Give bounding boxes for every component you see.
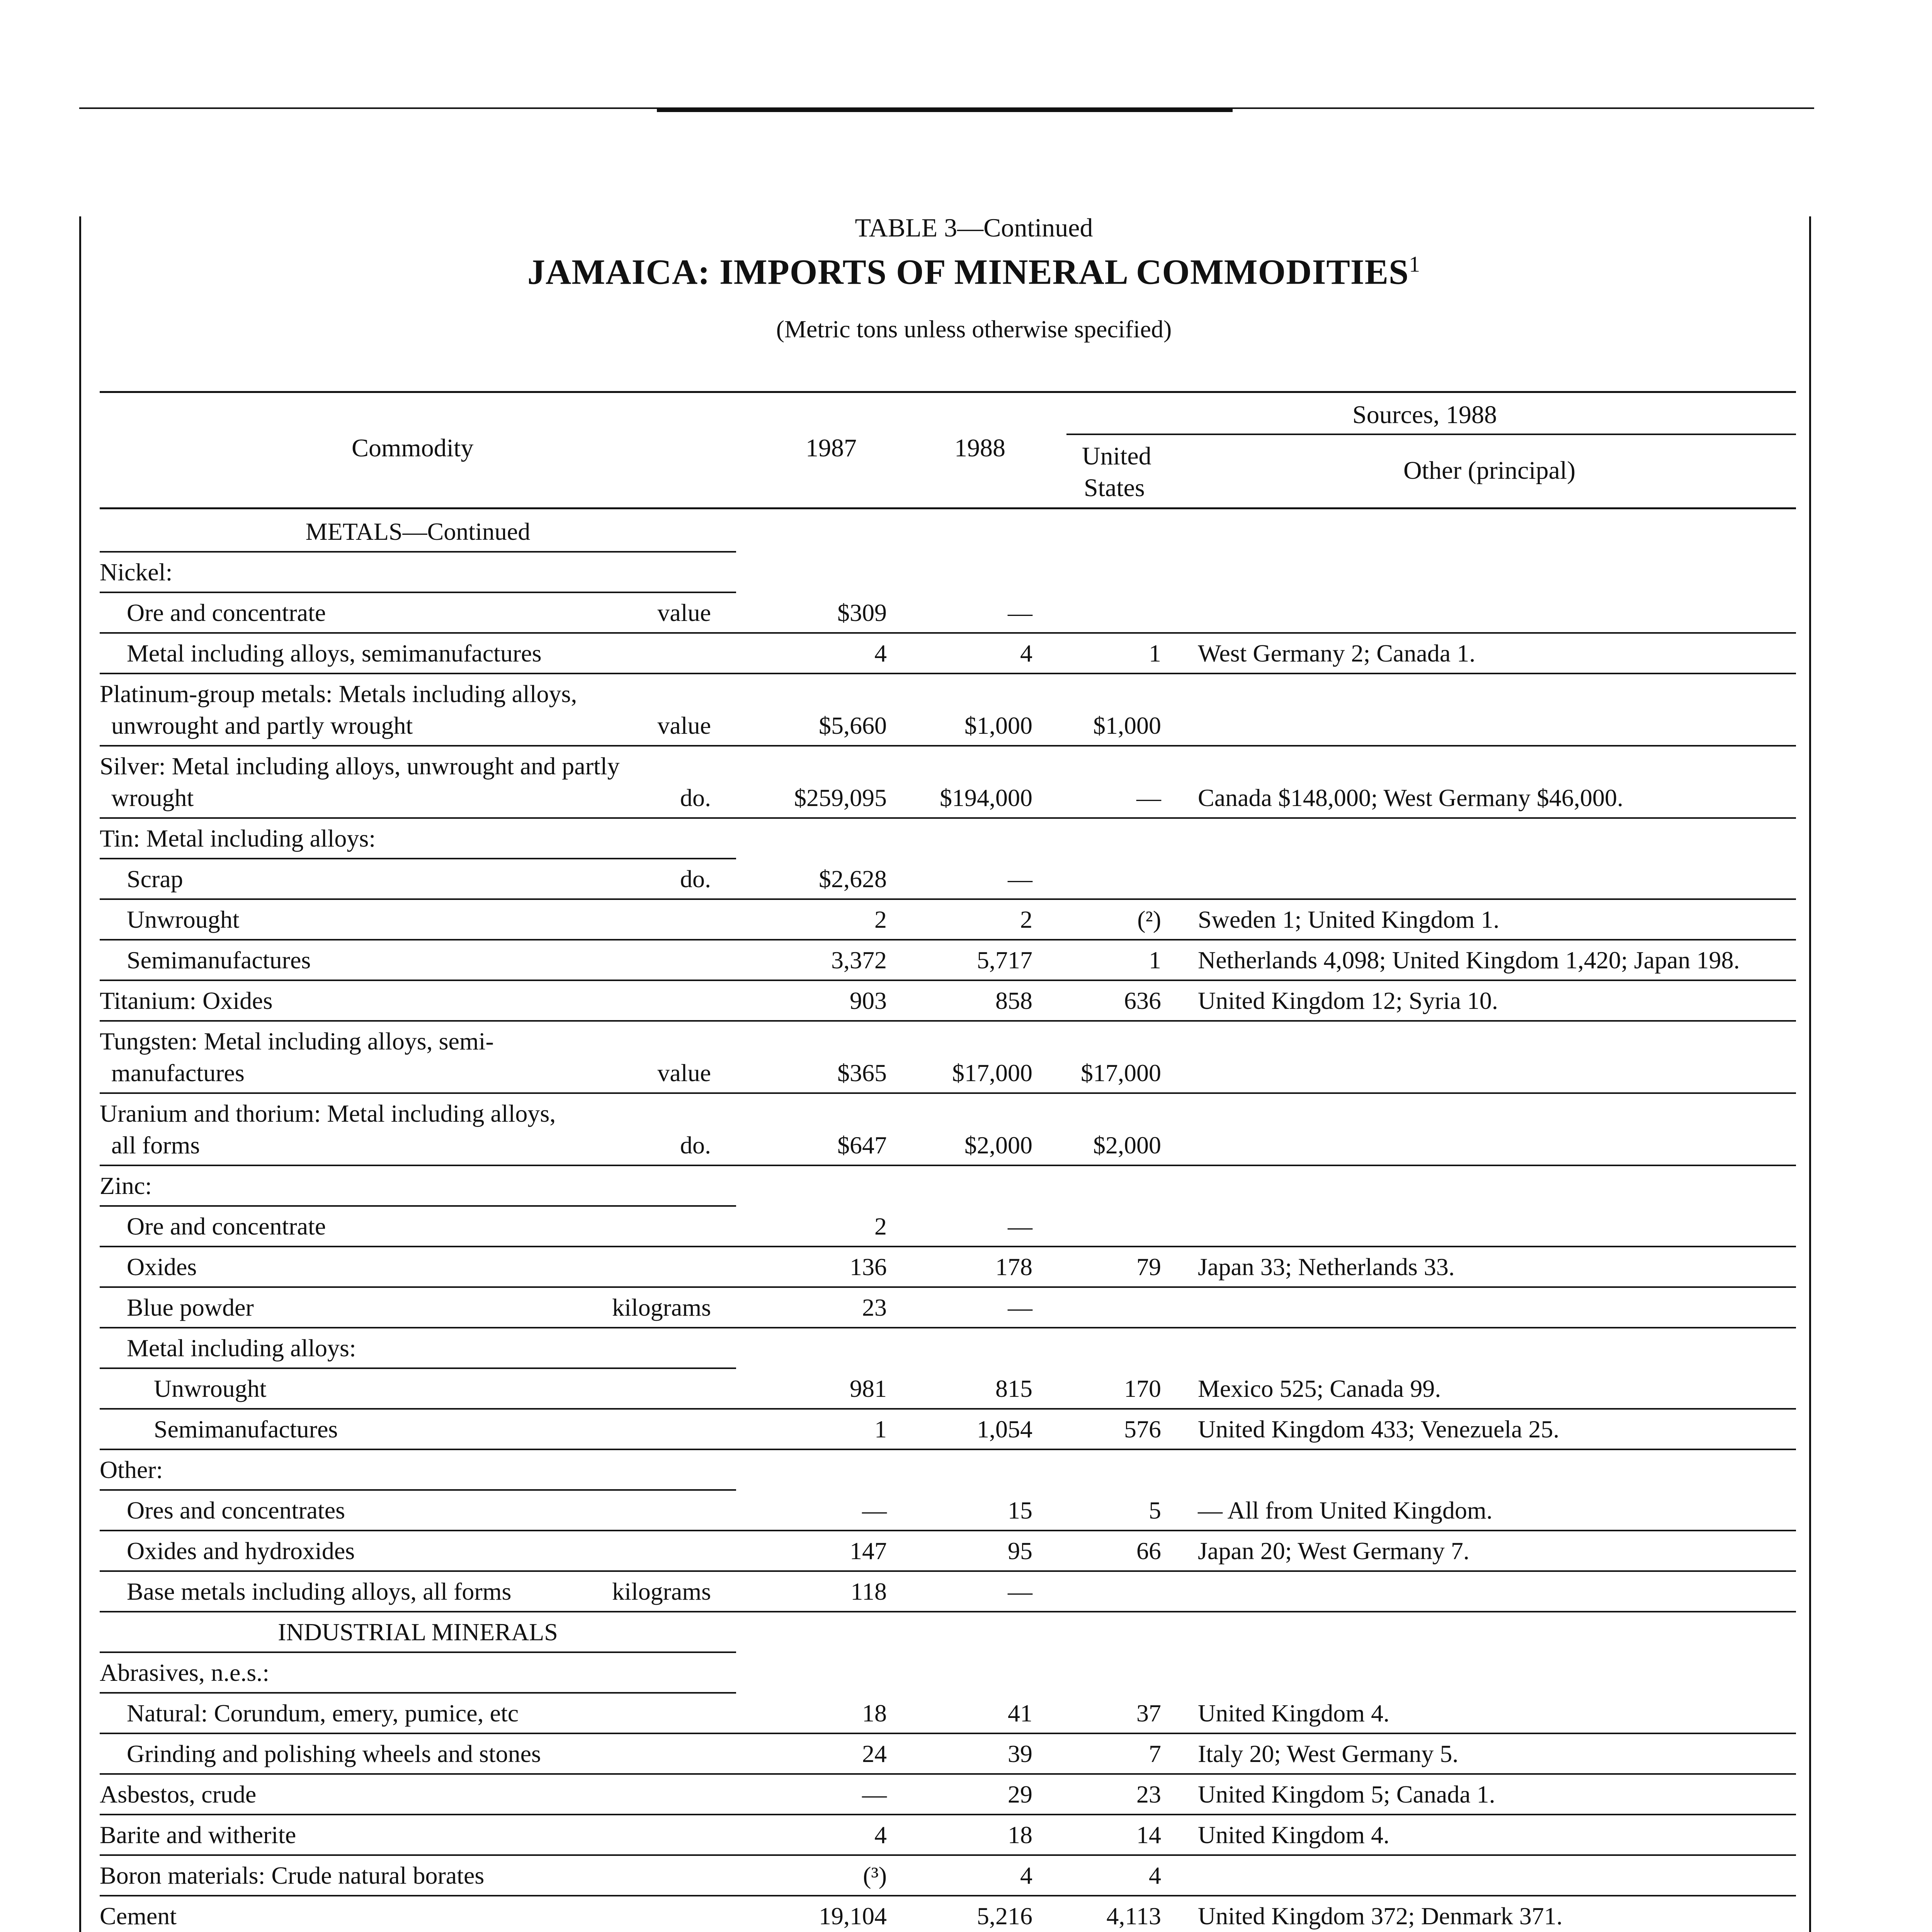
row-divider — [100, 1449, 1796, 1450]
other-principal-sources: United Kingdom 433; Venezuela 25. — [1198, 1415, 1560, 1443]
row-divider — [100, 1733, 1796, 1734]
united-states-source: 1 — [1149, 946, 1161, 974]
row-divider — [100, 1895, 1796, 1896]
united-states-source: (²) — [1137, 906, 1161, 933]
other-principal-sources: Japan 20; West Germany 7. — [1198, 1537, 1469, 1565]
value-1987: $5,660 — [819, 712, 887, 739]
united-states-source: 4 — [1149, 1862, 1161, 1889]
commodity-name: Unwrought — [127, 906, 240, 933]
value-1988: 15 — [1008, 1497, 1032, 1524]
unit-label: value — [657, 1059, 711, 1087]
united-states-source: $1,000 — [1093, 712, 1161, 739]
row-divider — [100, 1814, 1796, 1815]
value-1987: 981 — [850, 1375, 887, 1402]
value-1988: — — [1008, 1578, 1032, 1605]
unit-label: do. — [680, 865, 711, 893]
group-label: Other: — [100, 1456, 163, 1483]
commodity-name: Unwrought — [154, 1375, 267, 1402]
commodity-name: Uranium and thorium: Metal including alloys, — [100, 1100, 556, 1127]
group-label: Abrasives, n.e.s.: — [100, 1659, 270, 1686]
value-1987: — — [862, 1781, 887, 1808]
title-footnote-marker: 1 — [1409, 252, 1421, 277]
united-states-source: $2,000 — [1093, 1131, 1161, 1159]
row-divider — [100, 1020, 1796, 1022]
table-label: TABLE 3—Continued — [855, 213, 1093, 242]
row-divider — [100, 980, 1796, 981]
row-divider — [100, 592, 736, 593]
value-1987: 2 — [874, 1213, 887, 1240]
table-subtitle: (Metric tons unless otherwise specified) — [776, 315, 1172, 343]
row-divider — [100, 1165, 1796, 1166]
sources-underline — [1066, 434, 1796, 435]
row-divider — [100, 1246, 1796, 1247]
header-top-rule — [100, 391, 1796, 393]
unit-label: value — [657, 599, 711, 626]
value-1987: 3,372 — [831, 946, 887, 974]
other-principal-sources: Japan 33; Netherlands 33. — [1198, 1253, 1455, 1281]
value-1988: — — [1008, 599, 1032, 626]
commodity-name: manufactures — [111, 1059, 245, 1087]
value-1988: 5,216 — [977, 1902, 1032, 1930]
value-1988: 4 — [1020, 639, 1032, 667]
commodity-name: wrought — [111, 784, 194, 811]
united-states-source: 576 — [1124, 1415, 1161, 1443]
value-1987: $2,628 — [819, 865, 887, 893]
row-divider — [100, 1773, 1796, 1775]
other-principal-sources: United Kingdom 4. — [1198, 1821, 1389, 1849]
row-divider — [100, 1611, 1796, 1612]
value-1988: 178 — [995, 1253, 1032, 1281]
value-1987: $259,095 — [794, 784, 887, 811]
row-divider — [100, 1327, 1796, 1328]
united-states-source: 37 — [1136, 1699, 1161, 1727]
row-divider — [100, 817, 1796, 819]
commodity-name: Natural: Corundum, emery, pumice, etc — [127, 1699, 519, 1727]
value-1988: 1,054 — [977, 1415, 1032, 1443]
united-states-source: 79 — [1136, 1253, 1161, 1281]
commodity-name: Oxides and hydroxides — [127, 1537, 355, 1565]
other-principal-sources: Italy 20; West Germany 5. — [1198, 1740, 1459, 1767]
value-1988: 39 — [1008, 1740, 1032, 1767]
value-1988: 95 — [1008, 1537, 1032, 1565]
value-1988: 2 — [1020, 906, 1032, 933]
value-1988: — — [1008, 1294, 1032, 1321]
commodity-name: Ores and concentrates — [127, 1497, 345, 1524]
value-1987: 24 — [862, 1740, 887, 1767]
row-divider — [100, 1570, 1796, 1572]
united-states-source: 170 — [1124, 1375, 1161, 1402]
commodity-name: Cement — [100, 1902, 177, 1930]
united-states-source: 4,113 — [1106, 1902, 1161, 1930]
commodity-name: Titanium: Oxides — [100, 987, 273, 1014]
united-states-source: 23 — [1136, 1781, 1161, 1808]
value-1987: 4 — [874, 639, 887, 667]
commodity-name: Base metals including alloys, all forms — [127, 1578, 512, 1605]
row-divider — [100, 898, 1796, 900]
row-divider — [100, 858, 736, 859]
commodity-name: Tungsten: Metal including alloys, semi- — [100, 1027, 494, 1055]
commodity-name: Ore and concentrate — [127, 1213, 326, 1240]
commodity-name: all forms — [111, 1131, 200, 1159]
group-label: Metal including alloys: — [127, 1334, 356, 1362]
left-border — [79, 216, 81, 1932]
value-1988: 41 — [1008, 1699, 1032, 1727]
value-1987: 136 — [850, 1253, 887, 1281]
commodity-name: Platinum-group metals: Metals including alloys, — [100, 680, 577, 707]
row-divider — [100, 1286, 1796, 1288]
united-states-source: 636 — [1124, 987, 1161, 1014]
value-1987: $309 — [837, 599, 887, 626]
other-principal-sources: West Germany 2; Canada 1. — [1198, 639, 1476, 667]
value-1987: (³) — [863, 1862, 887, 1889]
united-states-source: 1 — [1149, 639, 1161, 667]
table-title-text: JAMAICA: IMPORTS OF MINERAL COMMODITIES — [527, 252, 1409, 292]
unit-label: kilograms — [612, 1578, 711, 1605]
right-border — [1809, 216, 1811, 1932]
table-title — [0, 251, 1932, 293]
value-1988: 4 — [1020, 1862, 1032, 1889]
row-divider — [100, 1489, 736, 1491]
row-divider — [100, 673, 1796, 674]
other-principal-sources: United Kingdom 12; Syria 10. — [1198, 987, 1498, 1014]
commodity-header: Commodity — [352, 434, 474, 462]
value-1987: 19,104 — [819, 1902, 887, 1930]
row-divider — [100, 1367, 736, 1369]
sources-header: Sources, 1988 — [1352, 401, 1497, 429]
unit-label: value — [657, 712, 711, 739]
row-divider — [100, 1092, 1796, 1094]
other-principal-sources: — All from United Kingdom. — [1198, 1497, 1493, 1524]
value-1988: 29 — [1008, 1781, 1032, 1808]
row-divider — [100, 1854, 1796, 1856]
commodity-name: Ore and concentrate — [127, 599, 326, 626]
top-rule-thick — [657, 109, 1233, 112]
row-divider — [100, 1530, 1796, 1531]
value-1987: $647 — [837, 1131, 887, 1159]
value-1987: $365 — [837, 1059, 887, 1087]
commodity-name: Barite and witherite — [100, 1821, 296, 1849]
header-bottom-rule — [100, 507, 1796, 509]
row-divider — [100, 1205, 736, 1207]
value-1988: 858 — [995, 987, 1032, 1014]
united-states-source: $17,000 — [1081, 1059, 1161, 1087]
value-1987: — — [862, 1497, 887, 1524]
commodity-name: unwrought and partly wrought — [111, 712, 413, 739]
row-divider — [100, 1408, 1796, 1410]
united-states-source: 66 — [1136, 1537, 1161, 1565]
value-1988: 18 — [1008, 1821, 1032, 1849]
commodity-name: Metal including alloys, semimanufactures — [127, 639, 542, 667]
value-1987: 4 — [874, 1821, 887, 1849]
value-1987: 1 — [874, 1415, 887, 1443]
value-1987: 23 — [862, 1294, 887, 1321]
value-1988: 5,717 — [977, 946, 1032, 974]
year-1987-header: 1987 — [806, 434, 857, 462]
unit-label: kilograms — [612, 1294, 711, 1321]
commodity-name: Semimanufactures — [127, 946, 311, 974]
value-1987: 2 — [874, 906, 887, 933]
row-divider — [100, 632, 1796, 634]
section-heading: METALS—Continued — [305, 518, 531, 545]
commodity-name: Asbestos, crude — [100, 1781, 257, 1808]
commodity-name: Oxides — [127, 1253, 197, 1281]
united-states-header-line2: States — [1084, 474, 1145, 502]
other-principal-sources: Canada $148,000; West Germany $46,000. — [1198, 784, 1624, 811]
row-divider — [100, 1651, 736, 1653]
group-label: Nickel: — [100, 558, 173, 586]
commodity-name: Boron materials: Crude natural borates — [100, 1862, 485, 1889]
united-states-source: 14 — [1136, 1821, 1161, 1849]
value-1988: $194,000 — [940, 784, 1032, 811]
value-1988: — — [1008, 865, 1032, 893]
other-principal-sources: United Kingdom 5; Canada 1. — [1198, 1781, 1495, 1808]
united-states-source: 7 — [1149, 1740, 1161, 1767]
unit-label: do. — [680, 784, 711, 811]
commodity-name: Silver: Metal including alloys, unwrought and partly — [100, 752, 620, 780]
value-1988: $17,000 — [952, 1059, 1032, 1087]
commodity-name: Scrap — [127, 865, 183, 893]
united-states-source: — — [1136, 784, 1161, 811]
value-1988: $1,000 — [964, 712, 1032, 739]
other-principal-sources: Netherlands 4,098; United Kingdom 1,420; Japan 198. — [1198, 946, 1740, 974]
value-1987: 903 — [850, 987, 887, 1014]
value-1988: $2,000 — [964, 1131, 1032, 1159]
row-divider — [100, 1692, 736, 1694]
value-1987: 147 — [850, 1537, 887, 1565]
value-1987: 118 — [850, 1578, 887, 1605]
value-1987: 18 — [862, 1699, 887, 1727]
commodity-name: Blue powder — [127, 1294, 254, 1321]
united-states-header-line1: United — [1082, 442, 1151, 470]
commodity-name: Grinding and polishing wheels and stones — [127, 1740, 541, 1767]
other-principal-sources: Sweden 1; United Kingdom 1. — [1198, 906, 1500, 933]
row-divider — [100, 939, 1796, 940]
row-divider — [100, 745, 1796, 747]
section-heading: INDUSTRIAL MINERALS — [278, 1618, 558, 1646]
commodity-name: Semimanufactures — [154, 1415, 338, 1443]
unit-label: do. — [680, 1131, 711, 1159]
group-label: Zinc: — [100, 1172, 152, 1199]
united-states-source: 5 — [1149, 1497, 1161, 1524]
year-1988-header: 1988 — [954, 434, 1005, 462]
value-1988: 815 — [995, 1375, 1032, 1402]
other-principal-sources: United Kingdom 4. — [1198, 1699, 1389, 1727]
other-principal-sources: United Kingdom 372; Denmark 371. — [1198, 1902, 1563, 1930]
value-1988: — — [1008, 1213, 1032, 1240]
group-label: Tin: Metal including alloys: — [100, 825, 376, 852]
other-principal-sources: Mexico 525; Canada 99. — [1198, 1375, 1441, 1402]
other-principal-header: Other (principal) — [1403, 456, 1576, 485]
row-divider — [100, 551, 736, 553]
